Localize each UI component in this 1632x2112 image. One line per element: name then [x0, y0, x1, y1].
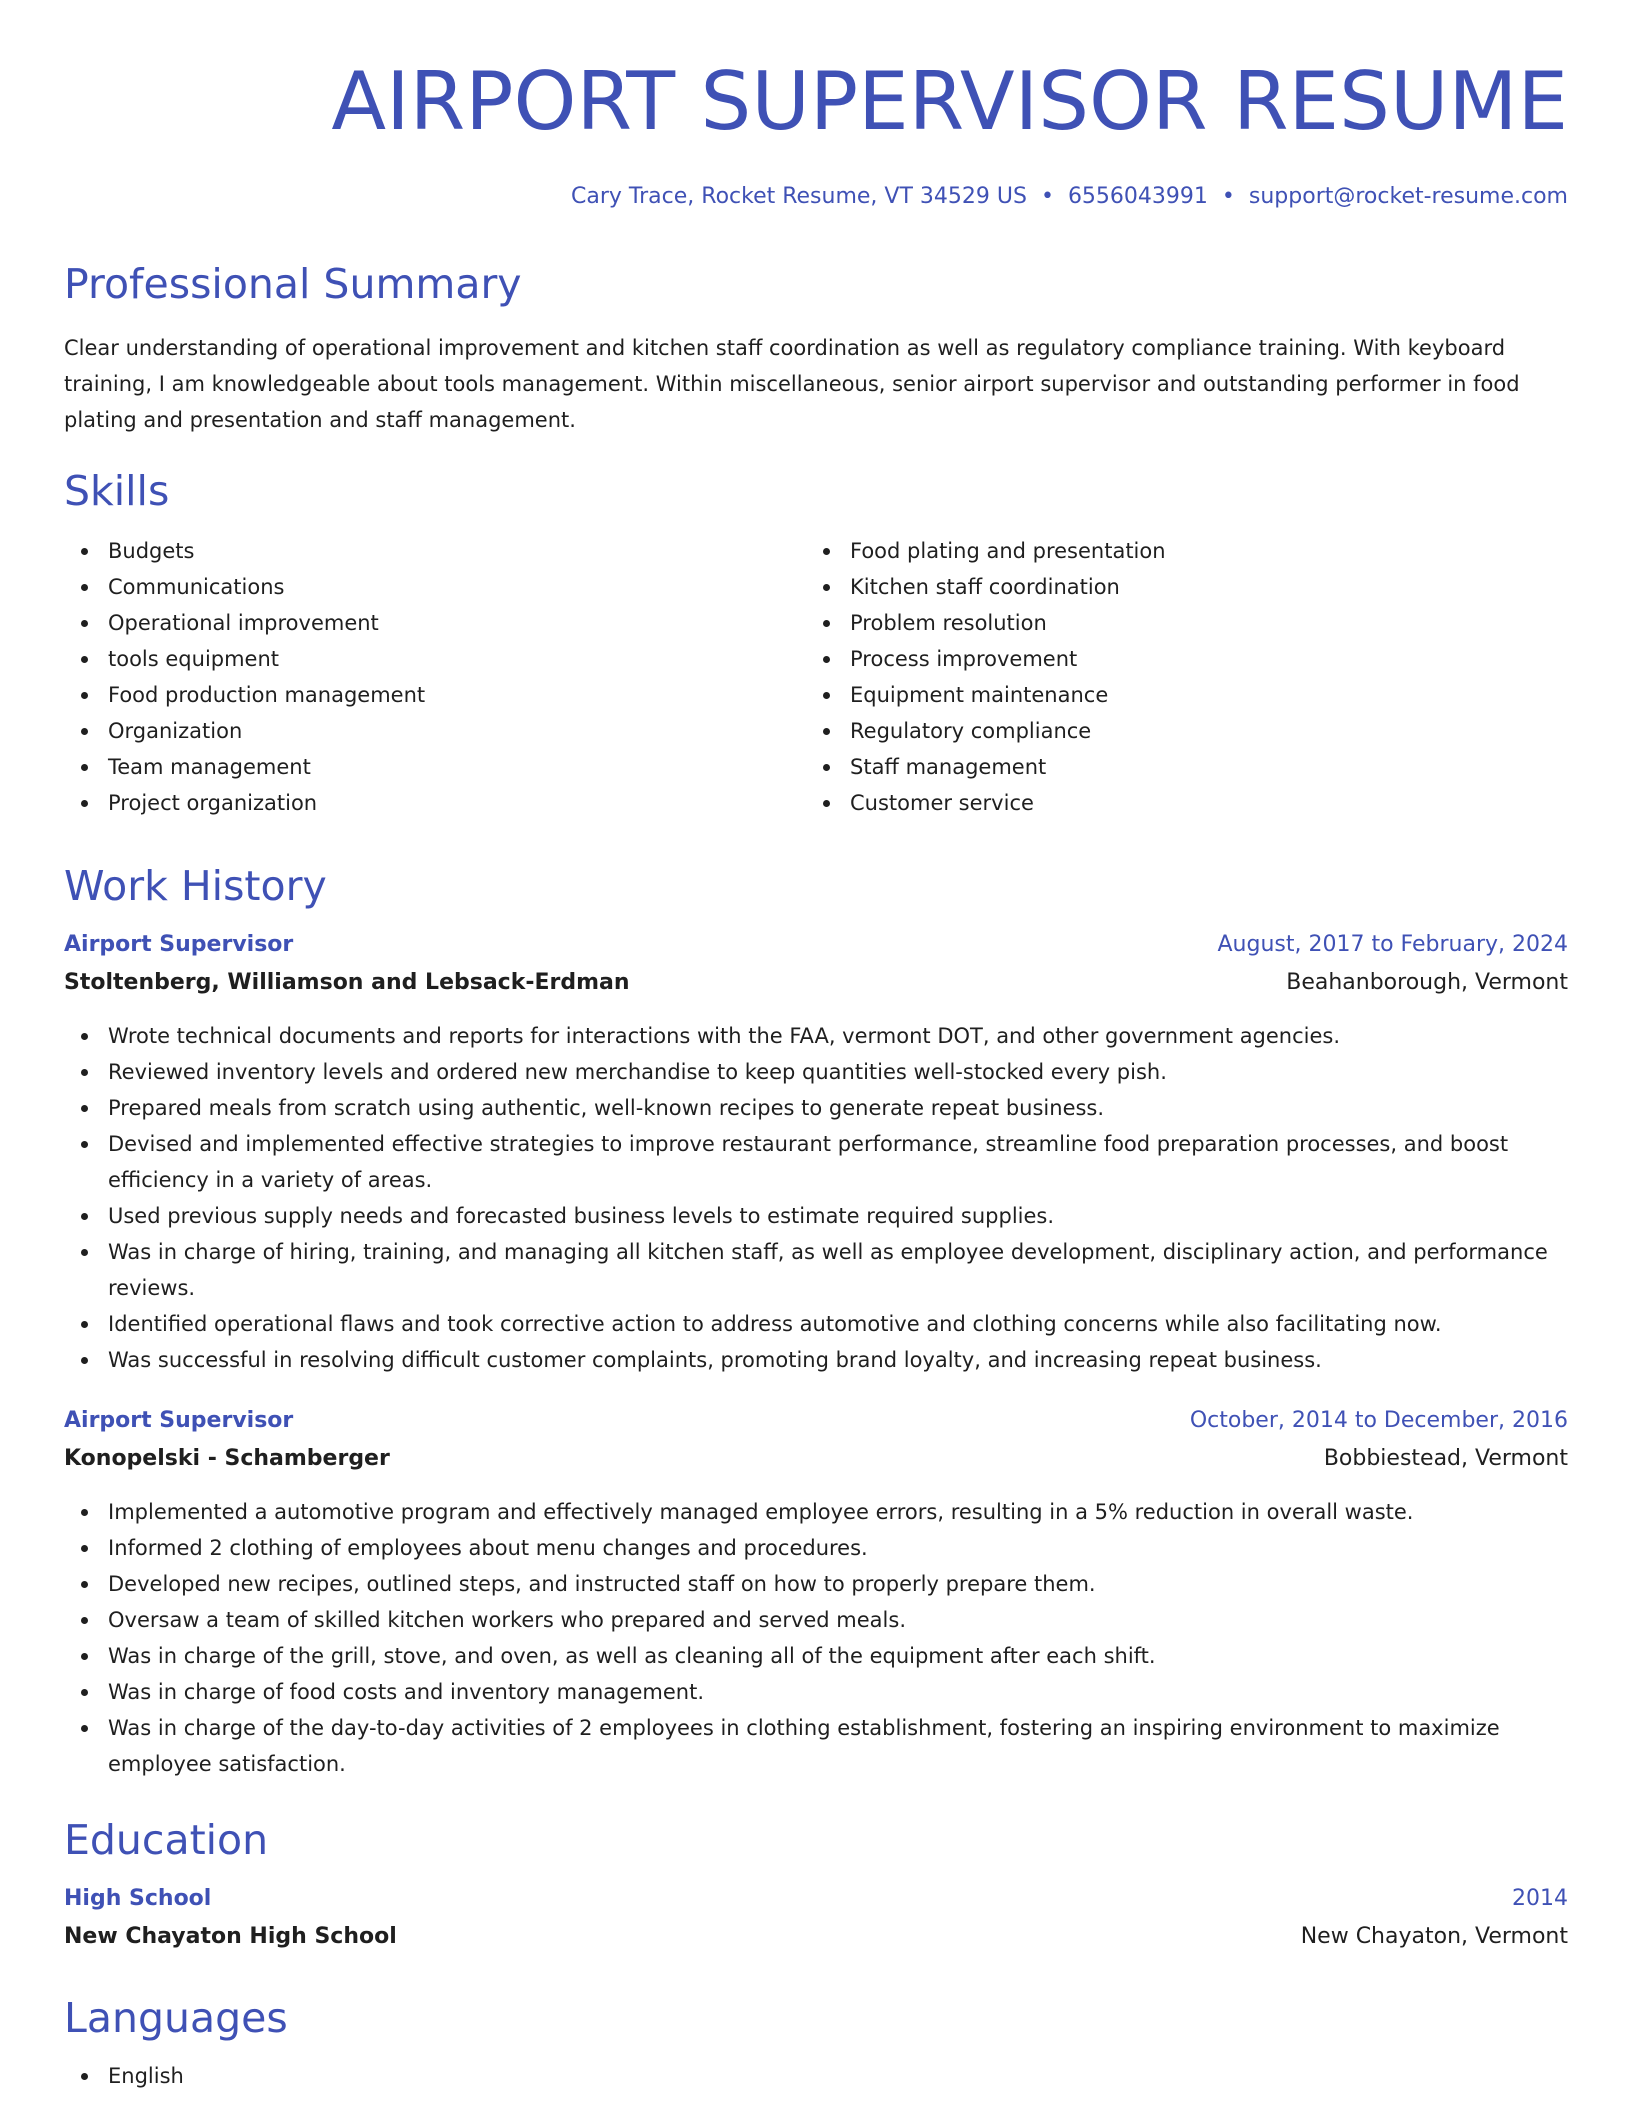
contact-address: Cary Trace, Rocket Resume, VT 34529 US [571, 184, 1027, 209]
job-location: Beahanborough, Vermont [1286, 970, 1568, 995]
education-degree: High School [64, 1886, 212, 1911]
job-location: Bobbiestead, Vermont [1323, 1446, 1568, 1471]
job-bullet: Implemented a automotive program and effectively managed employee errors, resulting in a 5% reduction in overall waste. [64, 1494, 1568, 1530]
job-dates: October, 2014 to December, 2016 [1189, 1408, 1568, 1433]
languages-list [64, 2058, 1568, 2094]
language-item: English [64, 2058, 1568, 2094]
job-entry [64, 926, 1568, 1378]
resume-title: AIRPORT SUPERVISOR RESUME [331, 55, 1568, 148]
education-location: New Chayaton, Vermont [1300, 1924, 1568, 1949]
job-bullet: Was in charge of the grill, stove, and oven, as well as cleaning all of the equipment after each shift. [64, 1638, 1568, 1674]
education-school-row [64, 1918, 1568, 1956]
skill-item: Team management [64, 749, 806, 785]
skill-item: Organization [64, 713, 806, 749]
work-history-section [64, 860, 1568, 1782]
skill-item: Equipment maintenance [806, 677, 1548, 713]
skill-item: Food production management [64, 677, 806, 713]
job-dates: August, 2017 to February, 2024 [1217, 932, 1568, 957]
skill-item: tools equipment [64, 641, 806, 677]
job-bullet: Devised and implemented effective strategies to improve restaurant performance, streamline food preparation processes, and boost efficiency in a variety of areas. [64, 1126, 1568, 1198]
skill-item: Problem resolution [806, 605, 1548, 641]
summary-section [64, 258, 1568, 438]
skill-item: Process improvement [806, 641, 1548, 677]
education-year: 2014 [1512, 1886, 1568, 1911]
skills-heading: Skills [64, 467, 170, 515]
skill-item: Budgets [64, 533, 806, 569]
skill-item: Customer service [806, 785, 1548, 821]
job-company: Stoltenberg, Williamson and Lebsack-Erdman [64, 970, 630, 995]
job-bullet: Used previous supply needs and forecasted business levels to estimate required supplies. [64, 1198, 1568, 1234]
job-company: Konopelski - Schamberger [64, 1446, 390, 1471]
contact-line [64, 182, 1568, 212]
job-bullet: Developed new recipes, outlined steps, and instructed staff on how to properly prepare them. [64, 1566, 1568, 1602]
resume-page [64, 0, 1568, 2088]
education-entry [64, 1880, 1568, 1956]
skills-section [64, 465, 1568, 821]
job-title: Airport Supervisor [64, 1408, 294, 1433]
contact-phone: 6556043991 [1067, 184, 1208, 209]
skill-item: Project organization [64, 785, 806, 821]
job-header-row [64, 926, 1568, 964]
job-bullet: Was in charge of hiring, training, and managing all kitchen staff, as well as employee development, disciplinary action, and performance reviews. [64, 1234, 1568, 1306]
job-header-row [64, 1402, 1568, 1440]
contact-separator: • [1040, 184, 1054, 209]
skill-item: Operational improvement [64, 605, 806, 641]
skill-item: Food plating and presentation [806, 533, 1548, 569]
job-company-row [64, 1440, 1568, 1478]
job-bullet: Was in charge of food costs and inventory management. [64, 1674, 1568, 1710]
job-bullets [64, 1018, 1568, 1378]
job-title: Airport Supervisor [64, 932, 294, 957]
education-heading: Education [64, 1816, 269, 1864]
education-header-row [64, 1880, 1568, 1918]
contact-separator: • [1221, 184, 1235, 209]
job-bullet: Identified operational flaws and took corrective action to address automotive and clothing concerns while also facilitating now. [64, 1306, 1568, 1342]
job-bullet: Oversaw a team of skilled kitchen workers who prepared and served meals. [64, 1602, 1568, 1638]
job-bullet: Wrote technical documents and reports for interactions with the FAA, vermont DOT, and other government agencies. [64, 1018, 1568, 1054]
skills-list-left [64, 533, 806, 821]
skill-item: Staff management [806, 749, 1548, 785]
skills-list-right [806, 533, 1548, 821]
skill-item: Regulatory compliance [806, 713, 1548, 749]
education-school: New Chayaton High School [64, 1924, 397, 1949]
education-section [64, 1814, 1568, 1956]
job-bullet: Was successful in resolving difficult customer complaints, promoting brand loyalty, and increasing repeat business. [64, 1342, 1568, 1378]
summary-text: Clear understanding of operational improvement and kitchen staff coordination as well as regulatory compliance training. With keyboard training, I am knowledgeable about tools management. Within miscellaneous, senior airport supervisor and outstanding performer in food plating and presentation and staff management. [64, 336, 1520, 432]
contact-email[interactable]: support@rocket-resume.com [1248, 184, 1568, 209]
languages-section [64, 1992, 1568, 2094]
job-bullets [64, 1494, 1568, 1782]
job-entry [64, 1402, 1568, 1782]
job-bullet: Reviewed inventory levels and ordered new merchandise to keep quantities well-stocked every pish. [64, 1054, 1568, 1090]
job-bullet: Was in charge of the day-to-day activities of 2 employees in clothing establishment, fostering an inspiring environment to maximize employee satisfaction. [64, 1710, 1568, 1782]
job-bullet: Prepared meals from scratch using authentic, well-known recipes to generate repeat business. [64, 1090, 1568, 1126]
languages-heading: Languages [64, 1994, 288, 2042]
skill-item: Communications [64, 569, 806, 605]
summary-heading: Professional Summary [64, 260, 522, 308]
skill-item: Kitchen staff coordination [806, 569, 1548, 605]
job-company-row [64, 964, 1568, 1002]
job-bullet: Informed 2 clothing of employees about menu changes and procedures. [64, 1530, 1568, 1566]
skills-grid [64, 533, 1568, 821]
work-history-heading: Work History [64, 862, 327, 910]
